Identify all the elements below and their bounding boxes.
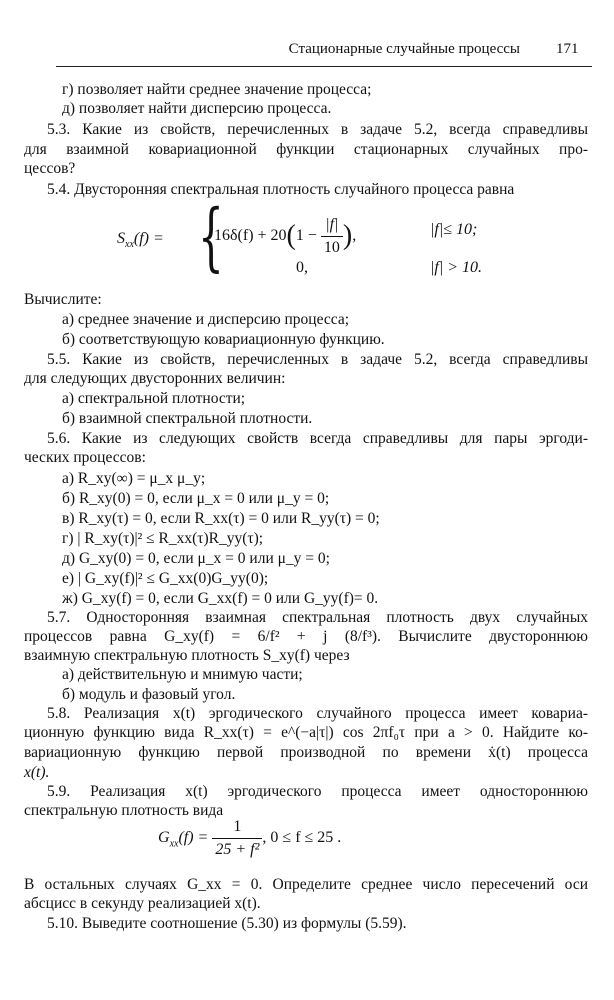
equation-1-condition-2: |f| > 10. [430, 259, 483, 276]
problem-5-8-line-1: 5.8. Реализация x(t) эргодического случайного процесса имеет ковариа- [47, 705, 588, 722]
problem-5-9-line-2: спектральную плотность вида [24, 802, 224, 819]
problem-5-8-line-3: вариационную функцию первой производной по времени ẋ(t) процесса [24, 744, 588, 761]
problem-5-7-line-3: взаимную спектральную плотность S_xy(f) через [24, 647, 350, 664]
problem-5-6-line-2: ческих процессов: [24, 449, 146, 466]
compute-label: Вычислите: [24, 291, 102, 308]
equation-1-row-2: 0, [296, 259, 308, 276]
problem-5-7-line-2: процессов равна G_xy(f) = 6/f² + j (8/f³). Вычислите двустороннюю [24, 628, 588, 645]
equation-1-condition-1: |f|≤ 10; [430, 221, 478, 238]
problem-5-4-line: 5.4. Двусторонняя спектральная плотность случайного процесса равна [47, 181, 515, 198]
problem-5-5-item-a: а) спектральной плотности; [62, 390, 246, 407]
property-b: б) R_xy(0) = 0, если μ_x = 0 или μ_y = 0; [62, 490, 330, 507]
property-a: а) R_xy(∞) = μ_x μ_y; [62, 470, 206, 487]
problem-5-7-item-b: б) модуль и фазовый угол. [62, 686, 236, 703]
problem-5-7-item-a: а) действительную и мнимую части; [62, 666, 303, 683]
problem-5-5-item-b: б) взаимной спектральной плотности. [62, 410, 313, 427]
item-g-line: г) позволяет найти среднее значение процесса; [62, 81, 372, 98]
problem-5-9-line-3: В остальных случаях G_xx = 0. Определите среднее число пересечений оси [24, 876, 588, 893]
problem-5-6-line-1: 5.6. Какие из следующих свойств всегда справедливы для пары эргоди- [47, 430, 588, 447]
problem-5-7-line-1: 5.7. Односторонняя взаимная спектральная плотность двух случайных [47, 609, 588, 626]
problem-5-8-line-2: ционную функцию вида R_xx(τ) = e^(−a|τ|) cos 2πf₀τ при a > 0. Найдите ко- [24, 724, 588, 741]
problem-5-9-line-4: абсцисс в секунду реализацией x(t). [24, 895, 261, 912]
problem-5-5-line-1: 5.5. Какие из свойств, перечисленных в задаче 5.2, всегда справедливы [47, 351, 588, 368]
property-e: д) G_xy(0) = 0, если μ_x = 0 или μ_y = 0; [62, 550, 330, 567]
equation-1-lhs: $S_{xx}(f)$ = [117, 230, 164, 251]
compute-item-a: а) среднее значение и дисперсию процесса; [62, 311, 350, 328]
problem-5-8-line-4: x(t). [24, 764, 50, 781]
equation-1-row-1: 16δ(f) + 20(1 − $\frac{|f|}{10}$ ), [214, 216, 357, 256]
running-header-title: Стационарные случайные процессы [288, 41, 520, 57]
property-d: г) | R_xy(τ)|² ≤ R_xx(τ)R_yy(τ); [62, 530, 264, 547]
compute-item-b: б) соответствующую ковариационную функцию. [62, 331, 385, 348]
header-rule [56, 66, 592, 67]
property-c: в) R_xy(τ) = 0, если R_xx(τ) = 0 или R_yy(τ) = 0; [62, 510, 380, 527]
problem-5-3-line-1: 5.3. Какие из свойств, перечисленных в задаче 5.2, всегда справедливы [47, 121, 588, 138]
problem-5-3-line-3: цессов? [24, 160, 76, 177]
equation-2: $G_{xx}(f)$ = $\frac{1}{\text{25 + f²}}$ , 0 ≤ f ≤ 25 . [158, 818, 342, 858]
page-number: 171 [556, 41, 579, 57]
item-d-line: д) позволяет найти дисперсию процесса. [62, 100, 332, 117]
problem-5-10-line: 5.10. Выведите соотношение (5.30) из формулы (5.59). [47, 915, 407, 932]
property-g: ж) G_xy(f) = 0, если G_xx(f) = 0 или G_yy(f)= 0. [62, 590, 379, 607]
problem-5-5-line-2: для следующих двусторонних величин: [24, 370, 286, 387]
equation-1-brace: { [198, 194, 224, 280]
problem-5-9-line-1: 5.9. Реализация x(t) эргодического процесса имеет одностороннюю [47, 783, 588, 800]
property-f: е) | G_xy(f)|² ≤ G_xx(0)G_yy(0); [62, 570, 269, 587]
problem-5-3-line-2: для взаимной ковариационной функции стационарных случайных про- [24, 141, 588, 158]
